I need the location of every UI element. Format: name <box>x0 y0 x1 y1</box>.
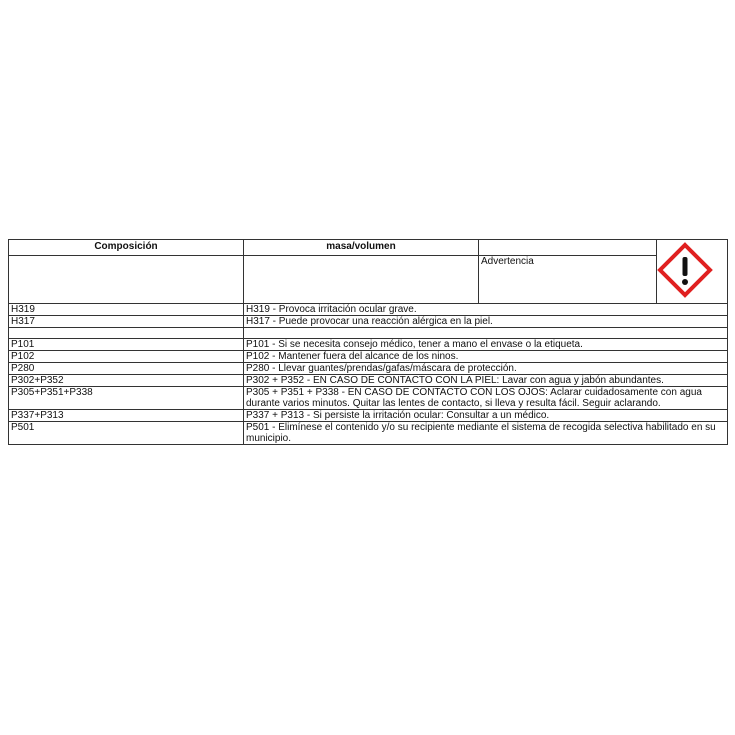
statement-text: P501 - Elimínese el contenido y/o su recipiente mediante el sistema de recogida selectiva habilitado en su municipio. <box>244 422 728 445</box>
statement-text: P101 - Si se necesita consejo médico, tener a mano el envase o la etiqueta. <box>244 339 728 351</box>
composition-row <box>9 256 728 304</box>
ghs07-exclamation-icon <box>657 242 713 298</box>
statement-text: P102 - Mantener fuera del alcance de los ninos. <box>244 351 728 363</box>
statement-text: P302 + P352 - EN CASO DE CONTACTO CON LA PIEL: Lavar con agua y jabón abundantes. <box>244 375 728 387</box>
statement-text: H317 - Puede provocar una reacción alérgica en la piel. <box>244 316 728 328</box>
signal-word: Advertencia <box>479 256 657 304</box>
statement-code: P280 <box>9 363 244 375</box>
mass-volume-header: masa/volumen <box>244 240 479 256</box>
blank-header-cell <box>479 240 657 256</box>
hazard-statements <box>9 304 728 328</box>
statement-code: P305+P351+P338 <box>9 387 244 410</box>
statement-text: P280 - Llevar guantes/prendas/gafas/máscara de protección. <box>244 363 728 375</box>
statement-code: P302+P352 <box>9 375 244 387</box>
statement-code: P501 <box>9 422 244 445</box>
header-row <box>9 240 728 256</box>
precaution-row <box>9 410 728 422</box>
statement-code: H319 <box>9 304 244 316</box>
composition-header: Composición <box>9 240 244 256</box>
statement-code: H317 <box>9 316 244 328</box>
precautionary-statements <box>9 339 728 445</box>
precaution-row <box>9 375 728 387</box>
precaution-row <box>9 363 728 375</box>
statement-code: P102 <box>9 351 244 363</box>
statement-code: P337+P313 <box>9 410 244 422</box>
hazard-row <box>9 316 728 328</box>
mass-volume-value <box>244 256 479 304</box>
precaution-row <box>9 422 728 445</box>
pictogram-cell <box>657 240 728 304</box>
hazard-row <box>9 304 728 316</box>
precaution-row <box>9 387 728 410</box>
section-spacer <box>9 328 728 339</box>
statement-text: H319 - Provoca irritación ocular grave. <box>244 304 728 316</box>
precaution-row <box>9 339 728 351</box>
safety-data-table <box>8 239 728 445</box>
statement-code: P101 <box>9 339 244 351</box>
statement-text: P305 + P351 + P338 - EN CASO DE CONTACTO CON LOS OJOS: Aclarar cuidadosamente con agua durante varios minutos. Quitar las lentes de contacto, si lleva y resulta fácil. Seguir aclarando. <box>244 387 728 410</box>
precaution-row <box>9 351 728 363</box>
statement-text: P337 + P313 - Si persiste la irritación ocular: Consultar a un médico. <box>244 410 728 422</box>
composition-value <box>9 256 244 304</box>
